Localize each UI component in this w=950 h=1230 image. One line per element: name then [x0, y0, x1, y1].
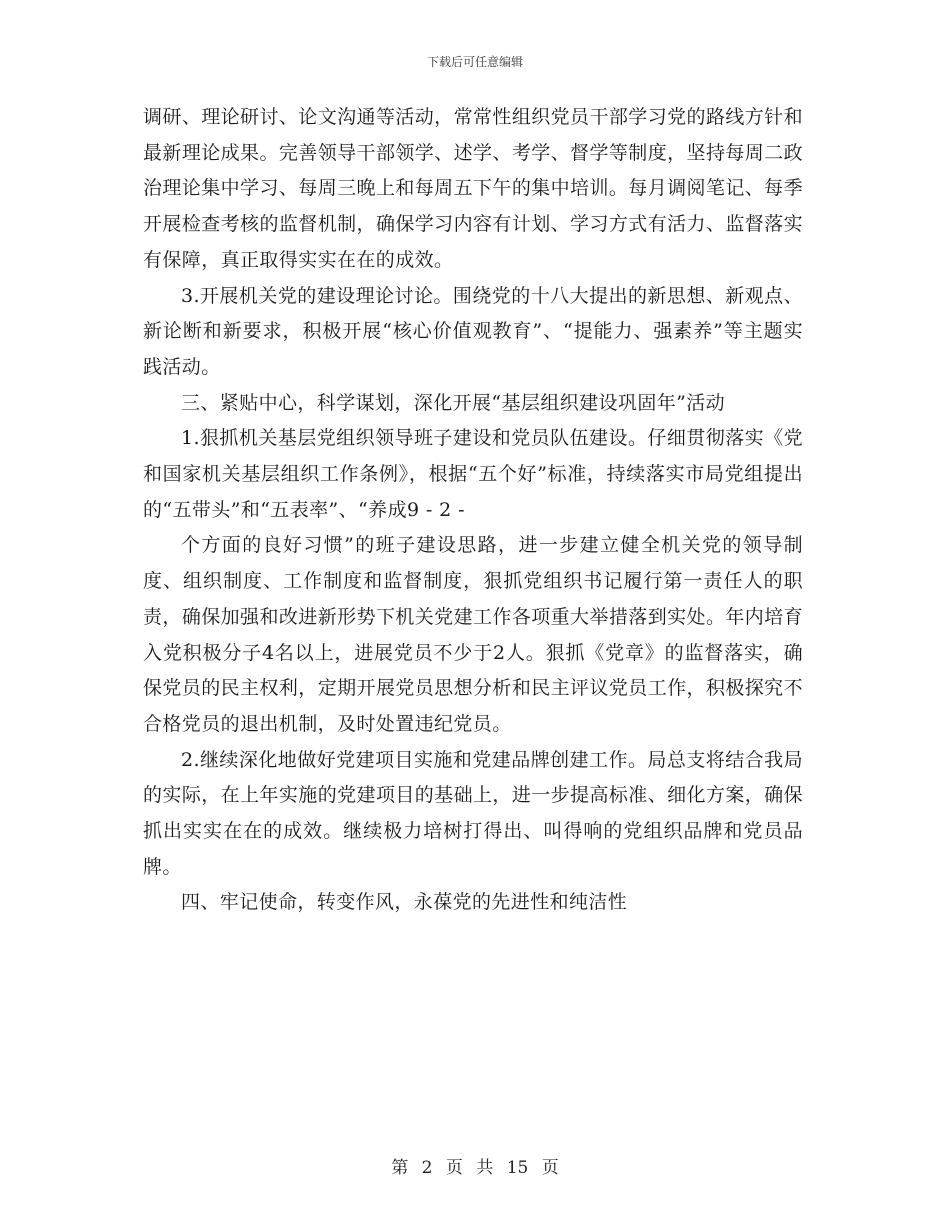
paragraph-6: 2.继续深化地做好党建项目实施和党建品牌创建工作。局总支将结合我局的实际，在上年实施的党建项目的基础上，进一步提高标准、细化方案，确保抓出实实在在的成效。继续极力培树打得出、叫得响的党组织品牌和党员品牌。 [143, 748, 803, 878]
paragraph-1: 调研、理论研讨、论文沟通等活动，常常性组织党员干部学习党的路线方针和最新理论成果。完善领导干部领学、述学、考学、督学等制度，坚持每周二政治理论集中学习、每周三晚上和每周五下午的集中培训。每月调阅笔记、每季开展检查考核的监督机制，确保学习内容有计划、学习方式有活力、监督落实有保障，真正取得实实在在的成效。 [143, 106, 803, 271]
paragraph-4: 1.狠抓机关基层党组织领导班子建设和党员队伍建设。仔细贯彻落实《党和国家机关基层组织工作条例》，根据“五个好”标准，持续落实市局党组提出的“五带头”和“五表率”、“养成9 - 2 - [143, 427, 803, 521]
page-header: 下载后可任意编辑 [426, 55, 523, 69]
footer-page-number: 2 [421, 1158, 433, 1178]
paragraph-5: 个方面的良好习惯”的班子建设思路，进一步建立健全机关党的领导制度、组织制度、工作制度和监督制度，狠抓党组织书记履行第一责任人的职责，确保加强和改进新形势下机关党建工作各项重大举措落到实处。年内培育入党积极分子4名以上，进展党员不少于2人。狠抓《党章》的监督落实，确保党员的民主权利，定期开展党员思想分析和民主评议党员工作，积极探究不合格党员的退出机制，及时处置违纪党员。 [143, 534, 803, 735]
document-body [143, 100, 803, 921]
section-heading-4: 四、牢记使命，转变作风，永葆党的先进性和纯洁性 [181, 891, 628, 914]
footer-gong: 共 [476, 1158, 494, 1178]
footer-ye: 页 [445, 1158, 463, 1178]
footer-di: 第 [391, 1158, 409, 1178]
footer-ye2: 页 [541, 1158, 559, 1178]
section-heading-3: 三、紧贴中心，科学谋划，深化开展“基层组织建设巩固年”活动 [181, 391, 726, 414]
paragraph-2: 3.开展机关党的建设理论讨论。围绕党的十八大提出的新思想、新观点、新论断和新要求，积极开展“核心价值观教育”、“提能力、强素养”等主题实践活动。 [143, 284, 803, 378]
footer-total-pages: 15 [506, 1158, 529, 1178]
page-footer [0, 1153, 950, 1178]
